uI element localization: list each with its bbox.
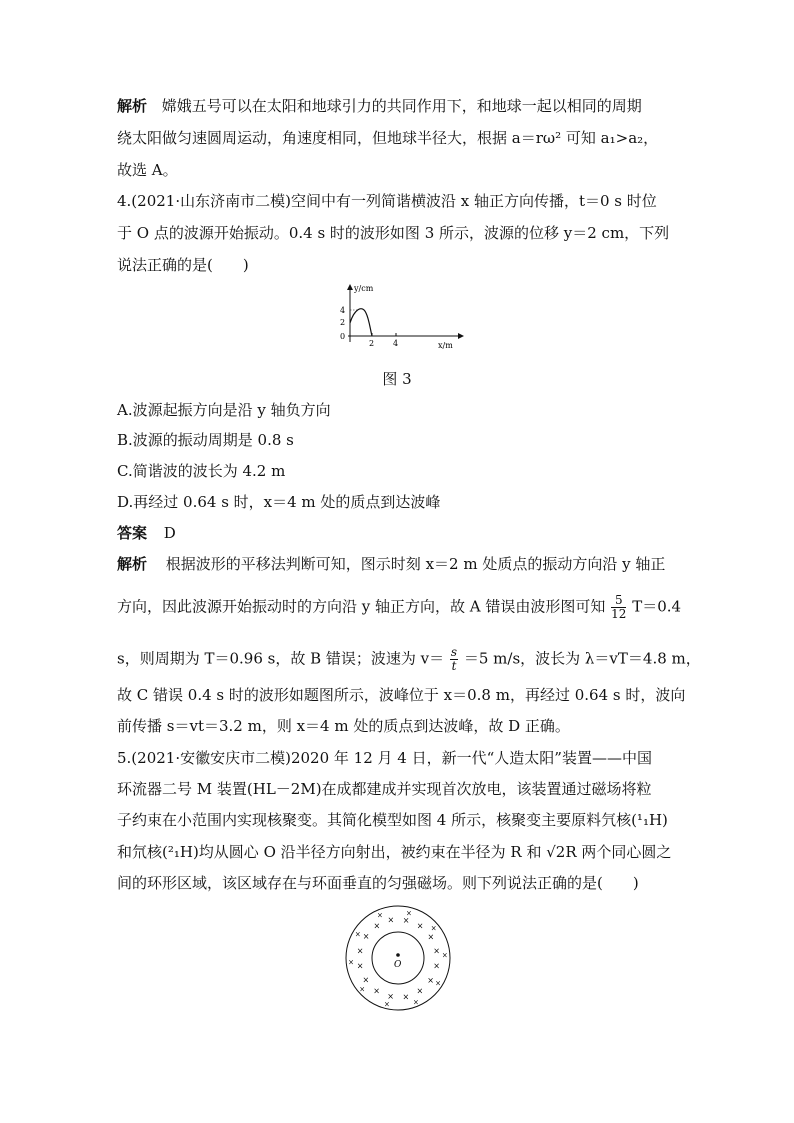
field-mark: × — [348, 958, 354, 967]
q4-analysis-line-5: 前传播 s＝vt＝3.2 m，则 x＝4 m 处的质点到达波峰，故 D 正确。 — [117, 717, 570, 735]
analysis-text: 嫦娥五号可以在太阳和地球引力的共同作用下，和地球一起以相同的周期 — [161, 97, 642, 115]
field-mark: × — [359, 985, 366, 994]
analysis-text: ＝5 m/s，波长为 λ＝vT＝4.8 m， — [463, 649, 701, 668]
q4-analysis-line-1 — [117, 554, 677, 574]
q5-stem-line-1: 5.(2021·安徽安庆市二模)2020 年 12 月 4 日，新一代“人造太阳”装置——中国 — [117, 749, 652, 767]
analysis-text: 根据波形的平移法判断可知，图示时刻 x＝2 m 处质点的振动方向沿 y 轴正 — [165, 555, 666, 573]
q4-analysis-line-4: 故 C 错误 0.4 s 时的波形如题图所示，波峰位于 x＝0.8 m，再经过 0.64 s 时，波向 — [117, 686, 686, 704]
y-tick-2: 2 — [340, 318, 346, 327]
field-mark: × — [384, 1000, 390, 1009]
fraction-numerator: 5 — [611, 594, 626, 608]
analysis-label: 解析 — [117, 555, 148, 573]
q4-option-d: D.再经过 0.64 s 时，x＝4 m 处的质点到达波峰 — [117, 493, 441, 511]
q3-analysis-line-3: 故选 A。 — [117, 161, 178, 179]
q3-analysis-line-1 — [117, 96, 677, 116]
q5-stem-line-4: 和氘核(²₁H)均从圆心 O 沿半径方向射出，被约束在半径为 R 和 √2R 两个同心圆之 — [117, 843, 672, 861]
q4-stem-line-3: 说法正确的是( ) — [117, 256, 249, 274]
center-label: O — [394, 960, 402, 970]
field-mark: × — [435, 979, 441, 988]
field-mark: × — [416, 986, 424, 996]
q4-stem-line-2: 于 O 点的波源开始振动。0.4 s 时的波形如图 3 所示，波源的位移 y＝2 cm，下列 — [117, 224, 670, 242]
q4-answer — [117, 523, 677, 543]
figure-3-caption: 图 3 — [382, 370, 412, 388]
field-mark: × — [413, 998, 419, 1007]
magnetic-field-marks — [348, 909, 448, 1008]
q4-option-c: C.简谐波的波长为 4.2 m — [117, 462, 286, 480]
field-mark: × — [373, 986, 380, 996]
q4-option-b: B.波源的振动周期是 0.8 s — [117, 431, 294, 449]
y-tick-0: 0 — [340, 332, 346, 341]
field-mark: × — [354, 930, 361, 939]
y-axis-arrow — [347, 284, 353, 290]
x-axis-label: x/m — [438, 341, 453, 350]
fraction-denominator: 12 — [611, 607, 627, 621]
y-axis-label: y/cm — [354, 284, 374, 293]
fraction-5-over-12 — [611, 594, 626, 621]
q4-option-a: A.波源起振方向是沿 y 轴负方向 — [117, 401, 331, 419]
field-mark: × — [441, 951, 448, 960]
x-tick-2: 2 — [369, 339, 375, 348]
field-mark: × — [433, 961, 440, 971]
q4-stem-line-1: 4.(2021·山东济南市二模)空间中有一列简谐横波沿 x 轴正方向传播，t＝0 s 时位 — [117, 192, 657, 210]
q3-analysis-line-2: 绕太阳做匀速圆周运动，角速度相同，但地球半径大，根据 a＝rω² 可知 a₁>a₂， — [117, 129, 659, 147]
outer-circle — [346, 906, 450, 1010]
center-dot — [396, 953, 400, 957]
inner-circle — [372, 932, 424, 984]
field-mark: × — [387, 992, 395, 1002]
q5-stem-line-5: 间的环形区域，该区域存在与环面垂直的匀强磁场。则下列说法正确的是( ) — [117, 874, 639, 892]
q4-analysis-line-3 — [117, 645, 701, 673]
fraction-s-over-t — [450, 646, 458, 673]
answer-value: D — [163, 524, 176, 542]
field-mark: × — [362, 932, 370, 942]
field-mark: × — [356, 961, 364, 971]
analysis-label: 解析 — [117, 97, 148, 115]
field-mark: × — [430, 924, 437, 933]
x-axis-arrow — [458, 333, 464, 339]
analysis-text: T＝0.4 — [632, 597, 682, 616]
field-mark: × — [362, 975, 370, 985]
field-mark: × — [373, 921, 381, 931]
q4-analysis-line-2 — [117, 593, 682, 621]
wave-graph-figure — [330, 280, 470, 360]
field-mark: × — [387, 915, 395, 925]
field-mark: × — [402, 915, 410, 925]
field-mark: × — [433, 946, 441, 956]
answer-label: 答案 — [117, 524, 148, 542]
field-mark: × — [427, 932, 435, 942]
q5-stem-line-2: 环流器二号 M 装置(HL－2M)在成都建成并实现首次放电，该装置通过磁场将粒 — [117, 780, 652, 798]
fraction-numerator: s — [450, 645, 458, 659]
x-tick-4: 4 — [393, 339, 399, 348]
field-mark: × — [416, 921, 424, 931]
field-mark: × — [356, 946, 364, 956]
fraction-denominator: t — [451, 659, 457, 673]
field-mark: × — [377, 911, 383, 920]
q5-stem-line-3: 子约束在小范围内实现核聚变。其简化模型如图 4 所示，核聚变主要原料氕核(¹₁H) — [117, 811, 668, 829]
analysis-text: 方向，因此波源开始振动时的方向沿 y 轴正方向，故 A 错误由波形图可知 — [117, 597, 606, 616]
analysis-text: s，则周期为 T＝0.96 s，故 B 错误；波速为 v＝ — [117, 649, 445, 668]
field-mark: × — [406, 909, 412, 918]
field-mark: × — [402, 992, 410, 1002]
concentric-ring-figure — [343, 903, 453, 1013]
field-mark: × — [427, 975, 435, 985]
y-tick-4: 4 — [340, 306, 346, 315]
waveform-curve — [350, 309, 372, 336]
